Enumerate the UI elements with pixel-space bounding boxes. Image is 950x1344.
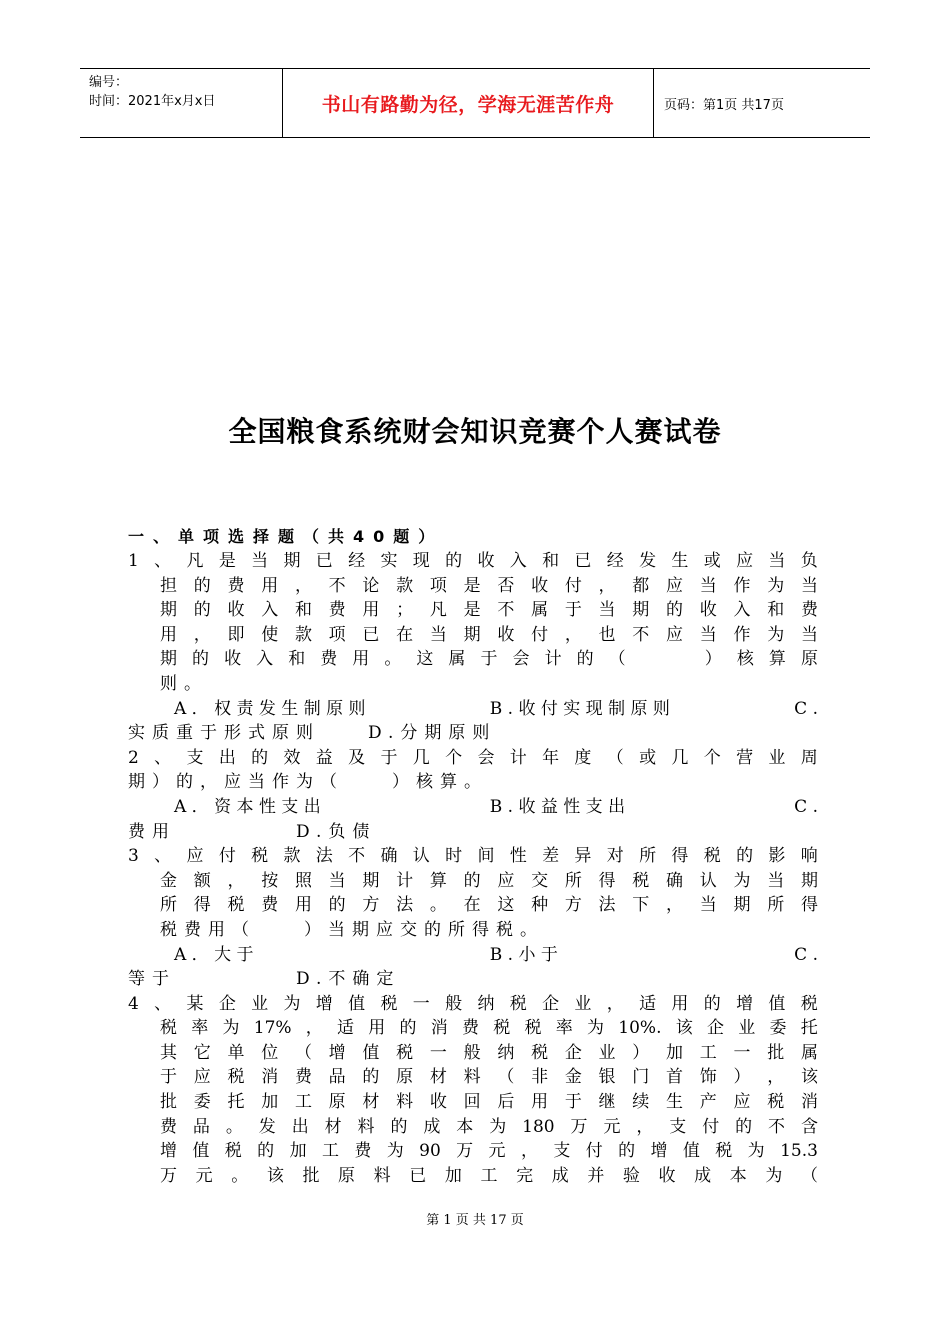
text-line: 期）的，应当作为（ ）核算。 <box>128 772 488 793</box>
text-line: 等于 D.不确定 <box>128 969 401 990</box>
text-line: 期 的 收 入 和 费 用 。 这 属 于 会 计 的 （ ） 核 算 原 <box>160 649 818 670</box>
text-line: 用 ， 即 使 款 项 已 在 当 期 收 付 ， 也 不 应 当 作 为 当 <box>160 624 818 645</box>
text-line: 期 的 收 入 和 费 用 ； 凡 是 不 属 于 当 期 的 收 入 和 费 <box>160 600 818 621</box>
time-label: 时间：2021年x月x日 <box>89 94 216 109</box>
text-line: 担 的 费 用 ， 不 论 款 项 是 否 收 付 ， 都 应 当 作 为 当 <box>160 575 818 596</box>
text-line: 费 品 。 发 出 材 料 的 成 本 为 180 万 元 ， 支 付 的 不 含 <box>160 1116 818 1137</box>
text-line: 税 率 为 17% ， 适 用 的 消 费 税 税 率 为 10%. 该 企 业 委 托 <box>160 1018 818 1039</box>
text-line: 1 、 凡 是 当 期 已 经 实 现 的 收 入 和 已 经 发 生 或 应 当 负 <box>128 551 818 571</box>
text-line: 于 应 税 消 费 品 的 原 材 料 （ 非 金 银 门 首 饰 ） ， 该 <box>160 1067 818 1088</box>
number-label: 编号： <box>89 75 129 90</box>
text-line: 其 它 单 位 （ 增 值 税 一 般 纳 税 企 业 ） 加 工 一 批 属 <box>160 1042 818 1063</box>
text-line: 增 值 税 的 加 工 费 为 90 万 元 ， 支 付 的 增 值 税 为 15.3 <box>160 1141 818 1162</box>
page-info: 页码：第1页 共17页 <box>664 97 784 113</box>
text-line: 2 、 支 出 的 效 益 及 于 几 个 会 计 年 度 （ 或 几 个 营 业 周 <box>128 747 818 768</box>
text-line: 费用 D.负债 <box>128 821 377 842</box>
motto-text: 书山有路勤为径，学海无涯苦作舟 <box>321 93 615 116</box>
text-line: 实质重于形式原则 D.分期原则 <box>128 723 497 744</box>
page-footer: 第 1 页 共 17 页 <box>426 1213 524 1228</box>
question-body <box>128 549 818 1188</box>
text-line: 批 委 托 加 工 原 材 料 收 回 后 用 于 继 续 生 产 应 税 消 <box>160 1092 818 1113</box>
text-line: A ． 权 责 发 生 制 原 则 B . 收 付 实 现 制 原 则 C . <box>174 698 818 719</box>
header-page-info-cell <box>654 69 870 137</box>
text-line: 金 额 ， 按 照 当 期 计 算 的 应 交 所 得 税 确 认 为 当 期 <box>160 870 818 891</box>
page-header <box>80 68 870 138</box>
document-title: 全国粮食系统财会知识竞赛个人赛试卷 <box>228 415 722 448</box>
text-line: A ． 大 于 B . 小 于 C . <box>174 944 818 965</box>
header-left-cell <box>80 69 282 137</box>
text-line: 所 得 税 费 用 的 方 法 。 在 这 种 方 法 下 ， 当 期 所 得 <box>160 895 818 916</box>
text-line: 4 、 某 企 业 为 增 值 税 一 般 纳 税 企 业 ， 适 用 的 增 值 税 <box>128 993 818 1014</box>
text-line: 税费用（ ）当期应交的所得税。 <box>160 919 544 940</box>
text-line: 则。 <box>160 673 208 694</box>
text-line: 3 、 应 付 税 款 法 不 确 认 时 间 性 差 异 对 所 得 税 的 影 响 <box>128 846 818 867</box>
text-line: 万 元 。 该 批 原 料 已 加 工 完 成 并 验 收 成 本 为 （ <box>160 1165 818 1186</box>
header-motto-cell <box>282 69 654 137</box>
section-heading: 一、单项选择题（共40题） <box>128 527 444 546</box>
text-line: A ． 资 本 性 支 出 B . 收 益 性 支 出 C . <box>174 796 818 817</box>
